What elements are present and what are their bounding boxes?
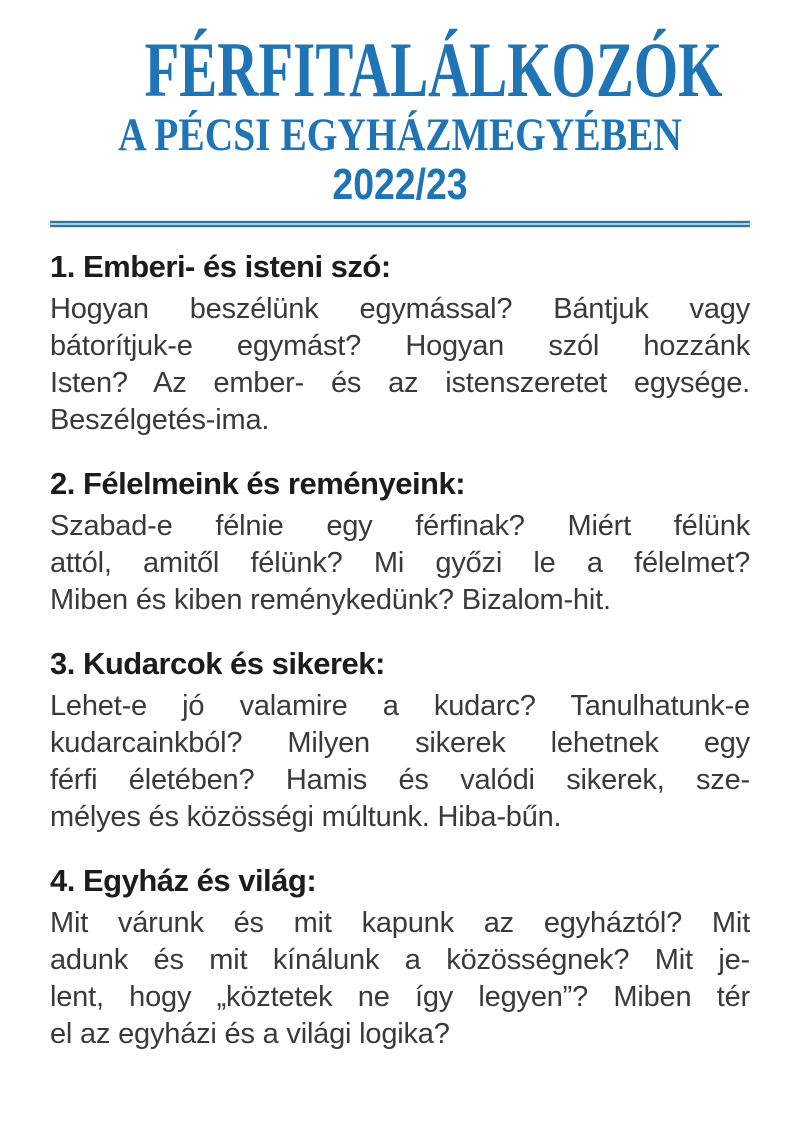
section-body xyxy=(50,688,750,836)
section-4 xyxy=(50,862,750,1053)
section-3 xyxy=(50,645,750,836)
body-line: Szabad-e félnie egy férfinak? Miért félünk xyxy=(50,510,750,542)
body-line: Hogyan beszélünk egymással? Bántjuk vagy xyxy=(50,293,750,325)
body-line: Beszélgetés-ima. xyxy=(50,404,270,436)
body-line: férfi életében? Hamis és valódi sikerek, sze- xyxy=(50,764,750,796)
section-1 xyxy=(50,248,750,439)
body-line: bátorítjuk-e egymást? Hogyan szól hozzánk xyxy=(50,330,750,362)
divider-rule xyxy=(50,220,750,228)
section-heading: 2. Félelmeink és reményeink: xyxy=(50,466,466,501)
content xyxy=(50,248,750,1053)
body-line: lent, hogy „köztetek ne így legyen”? Miben tér xyxy=(50,981,750,1013)
section-body xyxy=(50,905,750,1053)
body-line: mélyes és közösségi múltunk. Hiba-bűn. xyxy=(50,801,562,833)
section-heading: 4. Egyház és világ: xyxy=(50,863,317,898)
season-label: 2022/23 xyxy=(332,160,468,209)
section-heading: 1. Emberi- és isteni szó: xyxy=(50,249,391,284)
section-heading: 3. Kudarcok és sikerek: xyxy=(50,646,385,681)
body-line: kudarcainkból? Milyen sikerek lehetnek egy xyxy=(50,727,750,759)
section-body xyxy=(50,508,750,619)
body-line: Isten? Az ember- és az istenszeretet egysége. xyxy=(50,367,750,399)
body-line: Lehet-e jó valamire a kudarc? Tanulhatunk-e xyxy=(50,690,750,722)
body-line: Miben és kiben reménykedünk? Bizalom-hit. xyxy=(50,584,611,616)
body-line: attól, amitől félünk? Mi győzi le a félelmet? xyxy=(50,547,750,579)
page-subtitle: A PÉCSI EGYHÁZMEGYÉBEN xyxy=(118,109,682,161)
body-line: adunk és mit kínálunk a közösségnek? Mit je- xyxy=(50,944,750,976)
section-2 xyxy=(50,465,750,619)
page-title: FÉRFITALÁLKOZÓK xyxy=(144,26,723,113)
body-line: Mit várunk és mit kapunk az egyháztól? Mit xyxy=(50,907,750,939)
body-line: el az egyházi és a világi logika? xyxy=(50,1018,450,1050)
section-body xyxy=(50,291,750,439)
header xyxy=(50,26,750,209)
